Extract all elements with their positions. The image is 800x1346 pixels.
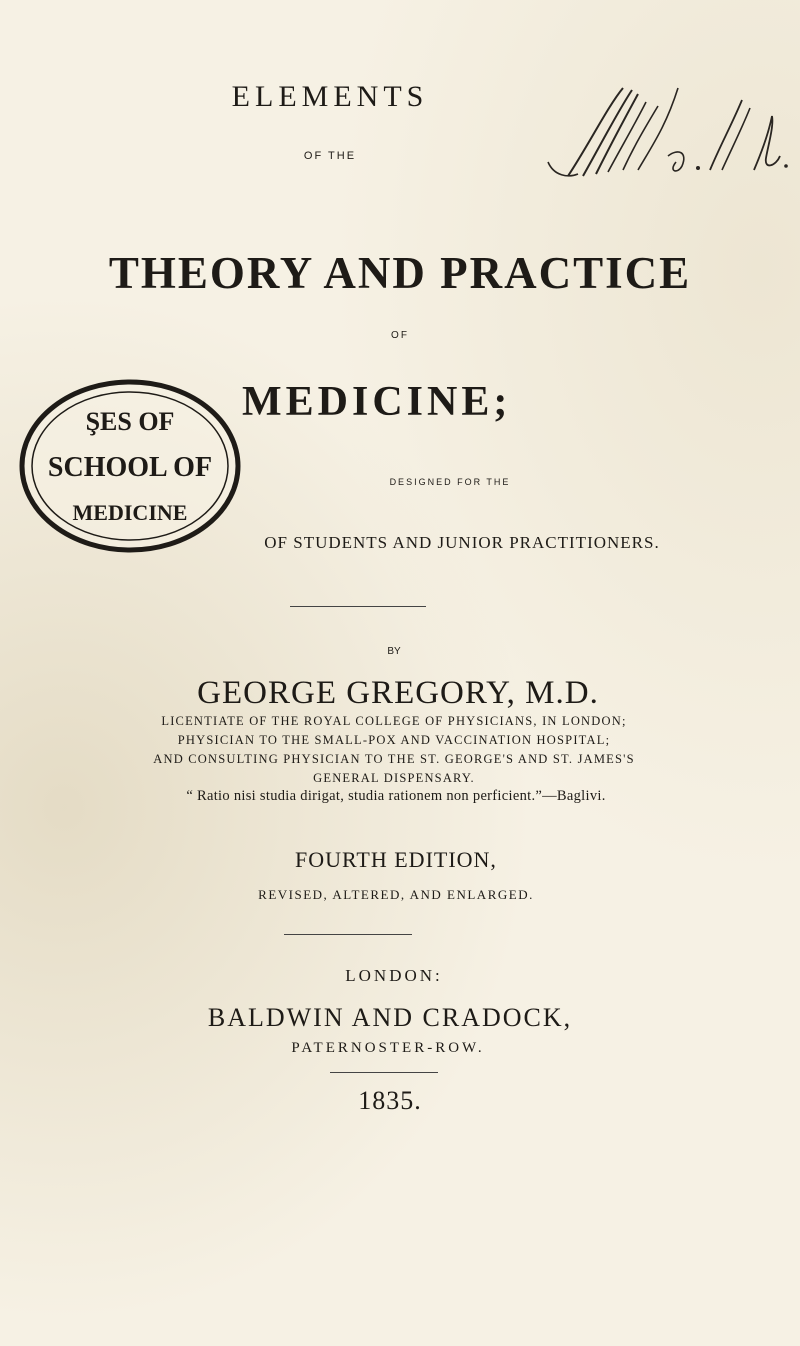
title-elements: ELEMENTS [231, 80, 429, 113]
title-medicine: MEDICINE; [242, 379, 512, 425]
library-stamp [14, 372, 246, 558]
svg-text:SCHOOL OF: SCHOOL OF [47, 452, 213, 483]
imprint-city: LONDON: [345, 966, 443, 985]
title-theory-and-practice: THEORY AND PRACTICE [108, 248, 692, 298]
title-of: OF [391, 330, 409, 341]
svg-text:ŞES OF: ŞES OF [85, 407, 175, 436]
author-name: GEORGE GREGORY, M.D. [197, 675, 599, 711]
divider-rule [284, 934, 412, 935]
author-by: BY [387, 646, 401, 657]
svg-text:MEDICINE: MEDICINE [72, 500, 188, 525]
edition-label: FOURTH EDITION, [295, 847, 497, 872]
author-credential-line: PHYSICIAN TO THE SMALL-POX AND VACCINATION HOSPITAL; [177, 733, 611, 747]
divider-rule [290, 606, 426, 607]
title-designed-for: DESIGNED FOR THE [389, 477, 511, 487]
imprint-address: PATERNOSTER-ROW. [291, 1040, 485, 1056]
title-students-practitioners: OF STUDENTS AND JUNIOR PRACTITIONERS. [264, 533, 660, 552]
divider-rule [330, 1072, 438, 1073]
handwritten-signature [528, 86, 790, 180]
author-credential-line: GENERAL DISPENSARY. [313, 771, 475, 785]
epigraph: “ Ratio nisi studia dirigat, studia rationem non perficient.”—Baglivi. [186, 788, 606, 804]
edition-note: REVISED, ALTERED, AND ENLARGED. [258, 887, 534, 902]
author-credential-line: AND CONSULTING PHYSICIAN TO THE ST. GEORGE'S AND ST. JAMES'S [153, 752, 635, 766]
title-of-the: OF THE [303, 150, 357, 162]
imprint-publisher: BALDWIN AND CRADOCK, [207, 1003, 573, 1032]
imprint-year: 1835. [358, 1086, 422, 1115]
author-credential-line: LICENTIATE OF THE ROYAL COLLEGE OF PHYSICIANS, IN LONDON; [161, 714, 627, 728]
